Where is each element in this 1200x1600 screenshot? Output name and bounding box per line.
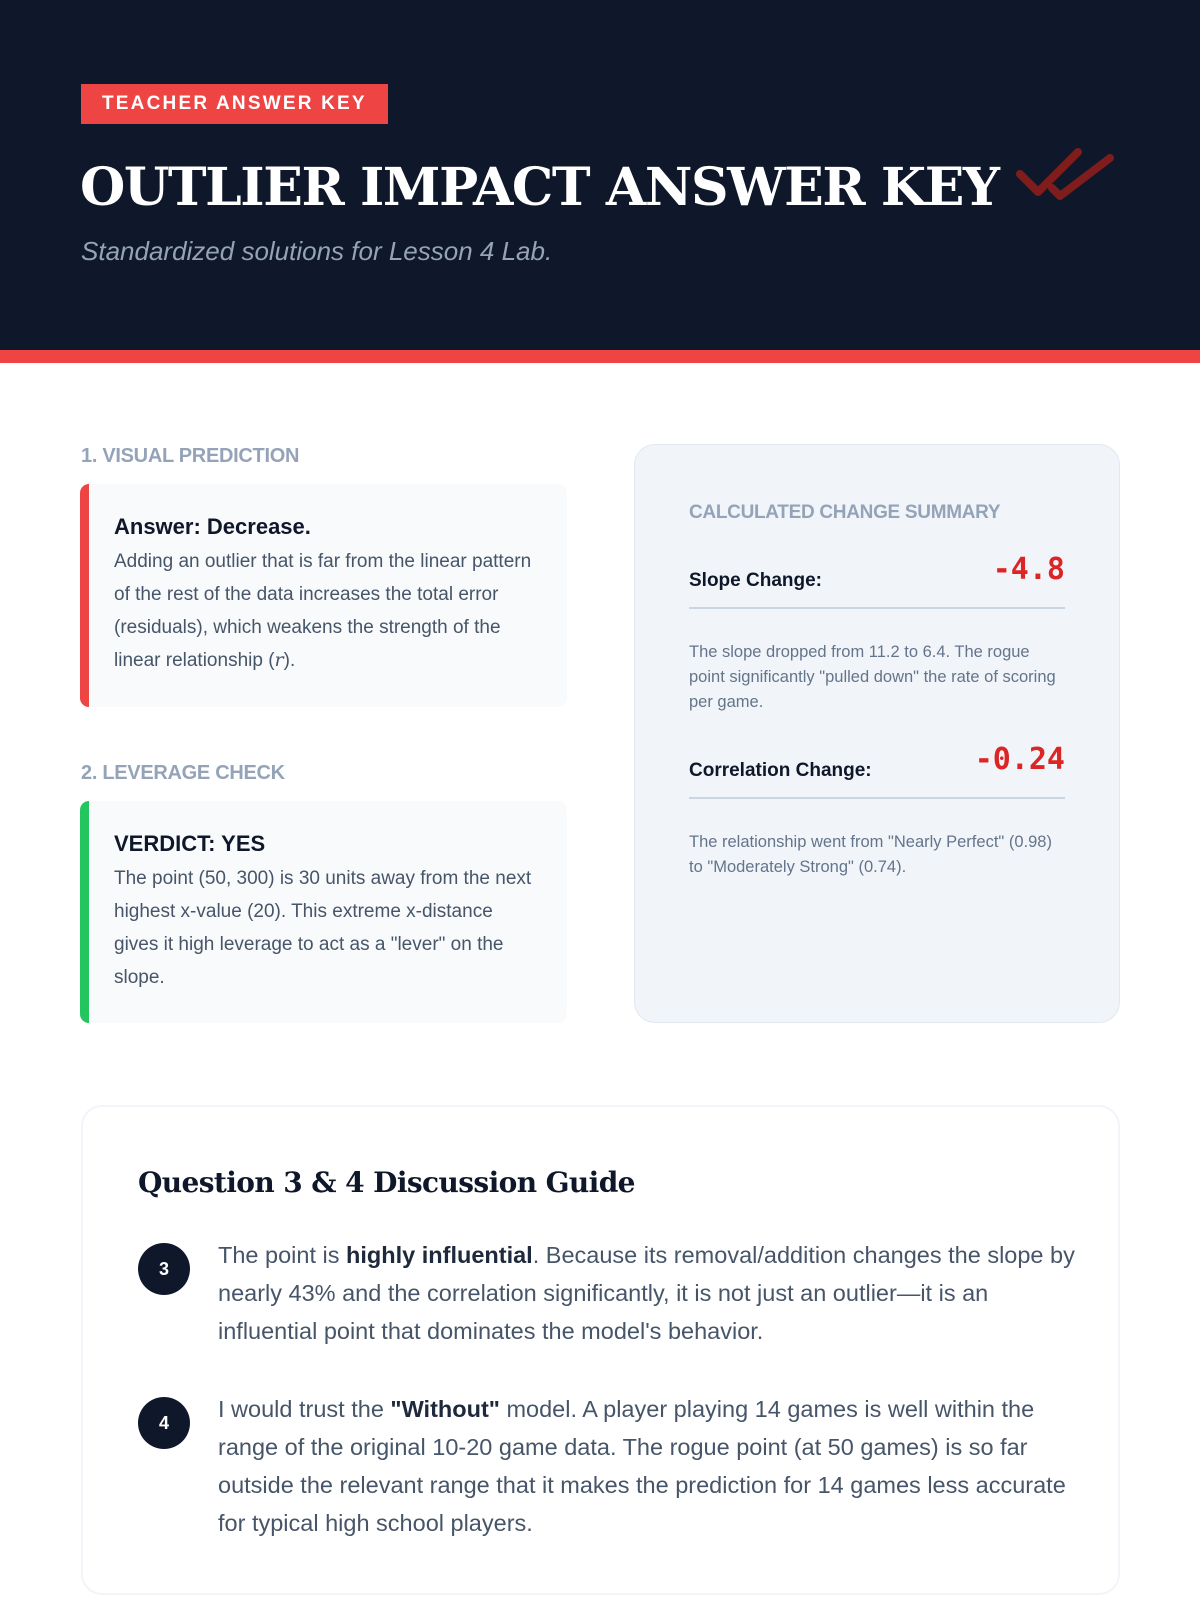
guide-item-pre: I would trust the	[218, 1396, 391, 1422]
guide-item-post: . Because its removal/addition changes the slope by nearly 43% and the correlation significantly, it is not just an outlier—it is an influential point that dominates the model's behavior.	[218, 1242, 1075, 1344]
section-label-visual-prediction: 1. VISUAL PREDICTION	[81, 445, 300, 467]
page-header	[0, 0, 1200, 350]
page-subtitle: Standardized solutions for Lesson 4 Lab.	[81, 236, 553, 266]
verdict-title: VERDICT: YES	[114, 831, 266, 856]
guide-item-pre: The point is	[218, 1242, 347, 1268]
guide-item-text	[218, 1390, 1078, 1542]
guide-title: Question 3 & 4 Discussion Guide	[138, 1166, 635, 1199]
answer-title: Answer: Decrease.	[114, 514, 311, 539]
header-accent-stripe	[0, 350, 1200, 363]
guide-item-text	[218, 1236, 1078, 1350]
question-number-badge: 3	[138, 1243, 190, 1295]
correlation-change-value: -0.24	[974, 742, 1065, 777]
slope-change-label: Slope Change:	[689, 570, 823, 591]
question-number-badge: 4	[138, 1397, 190, 1449]
guide-item-bold: highly influential	[346, 1242, 533, 1268]
slope-change-note: The slope dropped from 11.2 to 6.4. The rogue point significantly "pulled down" the rate of scoring per game.	[689, 643, 1056, 711]
answer-card-leverage-check	[80, 801, 567, 1023]
guide-item-post: model. A player playing 14 games is well within the range of the original 10-20 game data. The rogue point (at 50 games) is so far outside the relevant range that it makes the prediction for 14 games less accurate for typical high school players.	[218, 1396, 1066, 1536]
answer-card-visual-prediction	[80, 484, 567, 707]
answer-body-math: r	[274, 649, 284, 671]
page-title: OUTLIER IMPACT ANSWER KEY	[80, 157, 999, 218]
correlation-change-label: Correlation Change:	[689, 760, 872, 781]
correlation-change-row	[689, 742, 1065, 799]
section-label-leverage-check: 2. LEVERAGE CHECK	[81, 762, 285, 784]
discussion-guide	[81, 1105, 1120, 1595]
slope-change-row	[689, 552, 1065, 609]
change-summary-panel	[634, 444, 1120, 1023]
answer-body-text: Adding an outlier that is far from the linear pattern of the rest of the data increases the total error (residuals), which weakens the strength of the linear relationship (	[114, 551, 532, 671]
verdict-body: The point (50, 300) is 30 units away from the next highest x-value (20). This extreme x-distance gives it high leverage to act as a "lever" on the slope.	[114, 868, 532, 988]
double-check-icon	[1014, 140, 1118, 210]
answer-body	[114, 545, 541, 677]
answer-body-end: ).	[283, 650, 296, 671]
summary-title: CALCULATED CHANGE SUMMARY	[689, 502, 1001, 523]
teacher-badge: TEACHER ANSWER KEY	[81, 84, 388, 124]
guide-item-bold: "Without"	[390, 1396, 500, 1422]
slope-change-value: -4.8	[992, 552, 1065, 587]
correlation-change-note: The relationship went from "Nearly Perfect" (0.98) to "Moderately Strong" (0.74).	[689, 833, 1052, 876]
